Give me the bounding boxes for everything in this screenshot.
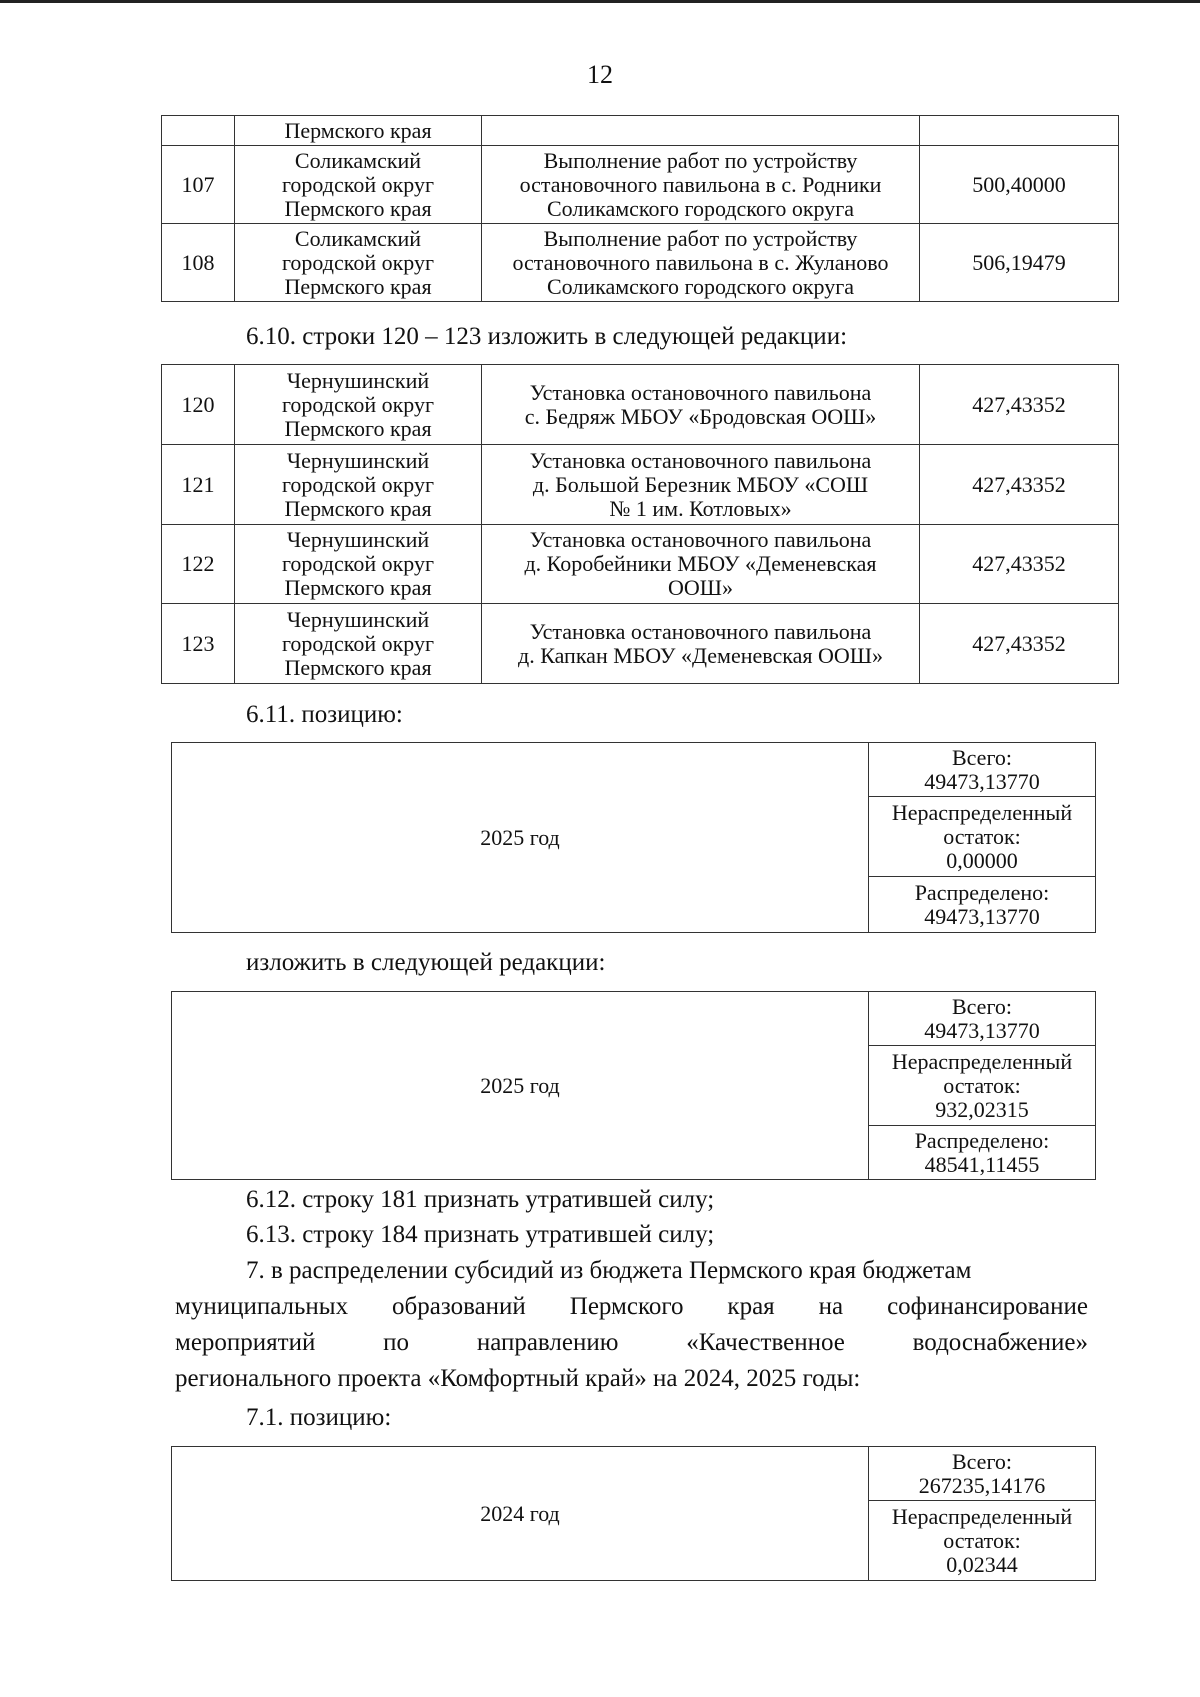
year-cell: 2025 год <box>172 743 869 933</box>
municipality-cell: Чернушинский городской округ Пермского края <box>235 525 482 604</box>
work-description-cell: Выполнение работ по устройству остановочного павильона в с. Родники Соликамского городского округа <box>482 146 920 224</box>
amount-cell: 427,43352 <box>920 604 1119 684</box>
subsidy-table-continuation <box>161 115 1119 302</box>
row-number <box>162 116 235 146</box>
row-number: 122 <box>162 525 235 604</box>
municipality-cell: Пермского края <box>235 116 482 146</box>
total-cell: Всего: 49473,13770 <box>869 992 1096 1046</box>
paragraph-7-line-4: регионального проекта «Комфортный край» на 2024, 2025 годы: <box>175 1365 861 1392</box>
table-row <box>162 146 1119 224</box>
allocated-cell: Распределено: 48541,11455 <box>869 1126 1096 1180</box>
subsidy-table-rows-120-123 <box>161 364 1119 684</box>
amount-cell <box>920 116 1119 146</box>
work-description-cell: Выполнение работ по устройству остановочного павильона в с. Жуланово Соликамского городского округа <box>482 224 920 302</box>
row-number: 107 <box>162 146 235 224</box>
paragraph-7-line-3: мероприятий по направлению «Качественное водоснабжение» <box>175 1329 1088 1356</box>
work-description-cell: Установка остановочного павильона д. Капкан МБОУ «Деменевская ООШ» <box>482 604 920 684</box>
unallocated-cell: Нераспределенный остаток: 0,00000 <box>869 797 1096 877</box>
row-number: 121 <box>162 445 235 525</box>
row-number: 120 <box>162 365 235 445</box>
amount-cell: 427,43352 <box>920 525 1119 604</box>
allocated-cell: Распределено: 49473,13770 <box>869 877 1096 933</box>
work-description-cell: Установка остановочного павильона д. Большой Березник МБОУ «СОШ № 1 им. Котловых» <box>482 445 920 525</box>
table-row <box>162 525 1119 604</box>
amount-cell: 506,19479 <box>920 224 1119 302</box>
work-description-cell: Установка остановочного павильона д. Коробейники МБОУ «Деменевская ООШ» <box>482 525 920 604</box>
amount-cell: 427,43352 <box>920 445 1119 525</box>
work-description-cell <box>482 116 920 146</box>
paragraph-6-11: 6.11. позицию: <box>246 701 403 728</box>
total-cell: Всего: 267235,14176 <box>869 1447 1096 1501</box>
municipality-cell: Чернушинский городской округ Пермского края <box>235 365 482 445</box>
paragraph-6-10: 6.10. строки 120 – 123 изложить в следующей редакции: <box>246 323 848 350</box>
paragraph-6-12: 6.12. строку 181 признать утратившей силу; <box>246 1186 715 1213</box>
page-number: 12 <box>587 60 613 89</box>
municipality-cell: Соликамский городской округ Пермского края <box>235 146 482 224</box>
scan-top-edge <box>0 0 1200 3</box>
municipality-cell: Чернушинский городской округ Пермского края <box>235 445 482 525</box>
year-cell: 2024 год <box>172 1447 869 1581</box>
unallocated-cell: Нераспределенный остаток: 0,02344 <box>869 1501 1096 1581</box>
unallocated-cell: Нераспределенный остаток: 932,02315 <box>869 1046 1096 1126</box>
year-cell: 2025 год <box>172 992 869 1180</box>
table-row <box>162 224 1119 302</box>
row-number: 108 <box>162 224 235 302</box>
work-description-cell: Установка остановочного павильона с. Бедряж МБОУ «Бродовская ООШ» <box>482 365 920 445</box>
table-row <box>162 445 1119 525</box>
table-row <box>162 116 1119 146</box>
table-row <box>162 365 1119 445</box>
municipality-cell: Соликамский городской округ Пермского края <box>235 224 482 302</box>
summary-table-current <box>171 742 1096 933</box>
total-cell: Всего: 49473,13770 <box>869 743 1096 797</box>
paragraph-restate: изложить в следующей редакции: <box>246 949 606 976</box>
paragraph-7-line-2: муниципальных образований Пермского края на софинансирование <box>175 1293 1088 1320</box>
paragraph-7-1: 7.1. позицию: <box>246 1404 392 1431</box>
paragraph-7-line-1: 7. в распределении субсидий из бюджета Пермского края бюджетам <box>246 1257 972 1284</box>
municipality-cell: Чернушинский городской округ Пермского края <box>235 604 482 684</box>
row-number: 123 <box>162 604 235 684</box>
summary-table-new <box>171 991 1096 1180</box>
table-row <box>162 604 1119 684</box>
amount-cell: 500,40000 <box>920 146 1119 224</box>
paragraph-6-13: 6.13. строку 184 признать утратившей силу; <box>246 1221 715 1248</box>
summary-table-2024 <box>171 1446 1096 1581</box>
amount-cell: 427,43352 <box>920 365 1119 445</box>
